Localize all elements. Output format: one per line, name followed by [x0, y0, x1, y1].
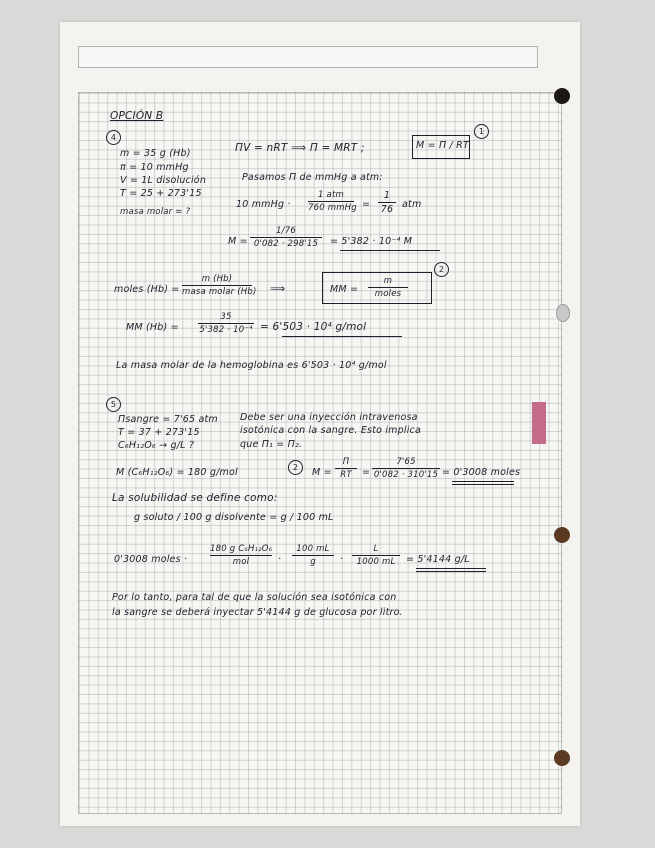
molarity-result: = 0'3008 moles	[442, 467, 521, 478]
given-line: T = 25 + 273'15	[120, 188, 202, 199]
convert-result: 1 76	[378, 190, 396, 215]
mm-box-left: MM =	[330, 284, 359, 295]
formula-box-text: M = Π / RT	[416, 140, 469, 151]
underline	[282, 336, 402, 337]
given-line: T = 37 + 273'15	[118, 427, 200, 438]
molarity-label: M =	[228, 236, 248, 247]
formula-number: 2	[434, 262, 449, 277]
molarity-fraction: Π RT	[335, 457, 357, 480]
molar-mass-line: M (C₆H₁₂O₆) = 180 g/mol	[116, 467, 238, 478]
underline	[340, 250, 440, 251]
underline	[452, 481, 514, 482]
final-line: la sangre se deberá inyectar 5'4144 g de glucosa por litro.	[112, 607, 403, 618]
notebook-sheet	[60, 22, 580, 826]
statement-line: isotónica con la sangre. Esto implica	[240, 425, 421, 436]
molarity-values: 7'65 0'082 · 310'15	[373, 457, 439, 480]
mm-fraction: 35 5'382 · 10⁻⁴	[199, 312, 253, 335]
given-line: Πsangre = 7'65 atm	[118, 414, 218, 425]
moles-label: moles (Hb) =	[114, 284, 180, 295]
solubility-intro: La solubilidad se define como:	[112, 492, 278, 504]
given-line: C₆H₁₂O₆ → g/L ?	[118, 440, 195, 451]
statement-line: Debe ser una inyección intravenosa	[240, 412, 418, 423]
formula-number: 2	[288, 460, 303, 475]
binder-hole	[554, 527, 570, 543]
given-line: V = 1L disolución	[120, 175, 207, 186]
formula-number: 1	[474, 124, 489, 139]
underline	[416, 568, 486, 569]
implies-arrow: ⟹	[270, 283, 286, 295]
molarity-fraction: 1/76 0'082 · 298'15	[250, 226, 322, 249]
given-line: π = 10 mmHg	[120, 162, 189, 173]
question-number: 4	[106, 130, 121, 145]
option-title: OPCIÓN B	[110, 110, 164, 122]
molarity-eq: =	[362, 467, 371, 478]
calc-start: 0'3008 moles ·	[114, 554, 188, 565]
convert-text: Pasamos Π de mmHg a atm:	[242, 172, 383, 183]
calc-result: = 5'4144 g/L	[406, 554, 470, 565]
dot: ·	[278, 554, 282, 565]
calc-fraction-1: 180 g C₆H₁₂O₆ mol	[210, 544, 273, 567]
calc-fraction-2: 100 mL g	[292, 544, 334, 567]
binder-hole	[556, 304, 570, 322]
convert-unit: atm	[402, 199, 422, 210]
molarity-label: M =	[312, 467, 332, 478]
moles-fraction: m (Hb) masa molar (Hb)	[182, 274, 257, 297]
underline	[416, 571, 486, 572]
final-line: Por lo tanto, para tal de que la solución sea isotónica con	[112, 592, 397, 603]
header-box	[78, 46, 538, 68]
question-number: 5	[106, 397, 121, 412]
given-line: masa molar = ?	[120, 207, 191, 217]
solubility-definition: g soluto / 100 g disolvente = g / 100 mL	[134, 512, 334, 523]
mm-result: = 6'503 · 10⁴ g/mol	[260, 321, 367, 333]
calc-fraction-3: L 1000 mL	[352, 544, 400, 567]
mm-box-fraction: m moles	[368, 276, 408, 299]
formula-main: ΠV = nRT ⟹ Π = MRT ;	[235, 142, 365, 154]
margin-tag	[532, 402, 546, 444]
binder-hole	[554, 750, 570, 766]
underline	[452, 484, 514, 485]
mm-label: MM (Hb) =	[126, 322, 179, 333]
convert-fraction: 1 atm 760 mmHg	[308, 190, 357, 213]
convert-left: 10 mmHg ·	[236, 199, 291, 210]
molarity-result: = 5'382 · 10⁻⁴ M	[330, 236, 413, 247]
given-line: m = 35 g (Hb)	[120, 148, 191, 159]
dot: ·	[340, 554, 344, 565]
binder-hole	[554, 88, 570, 104]
conclusion: La masa molar de la hemoglobina es 6'503 · 10⁴ g/mol	[116, 360, 387, 371]
statement-line: que Π₁ = Π₂.	[240, 439, 303, 450]
convert-eq: =	[362, 199, 371, 210]
